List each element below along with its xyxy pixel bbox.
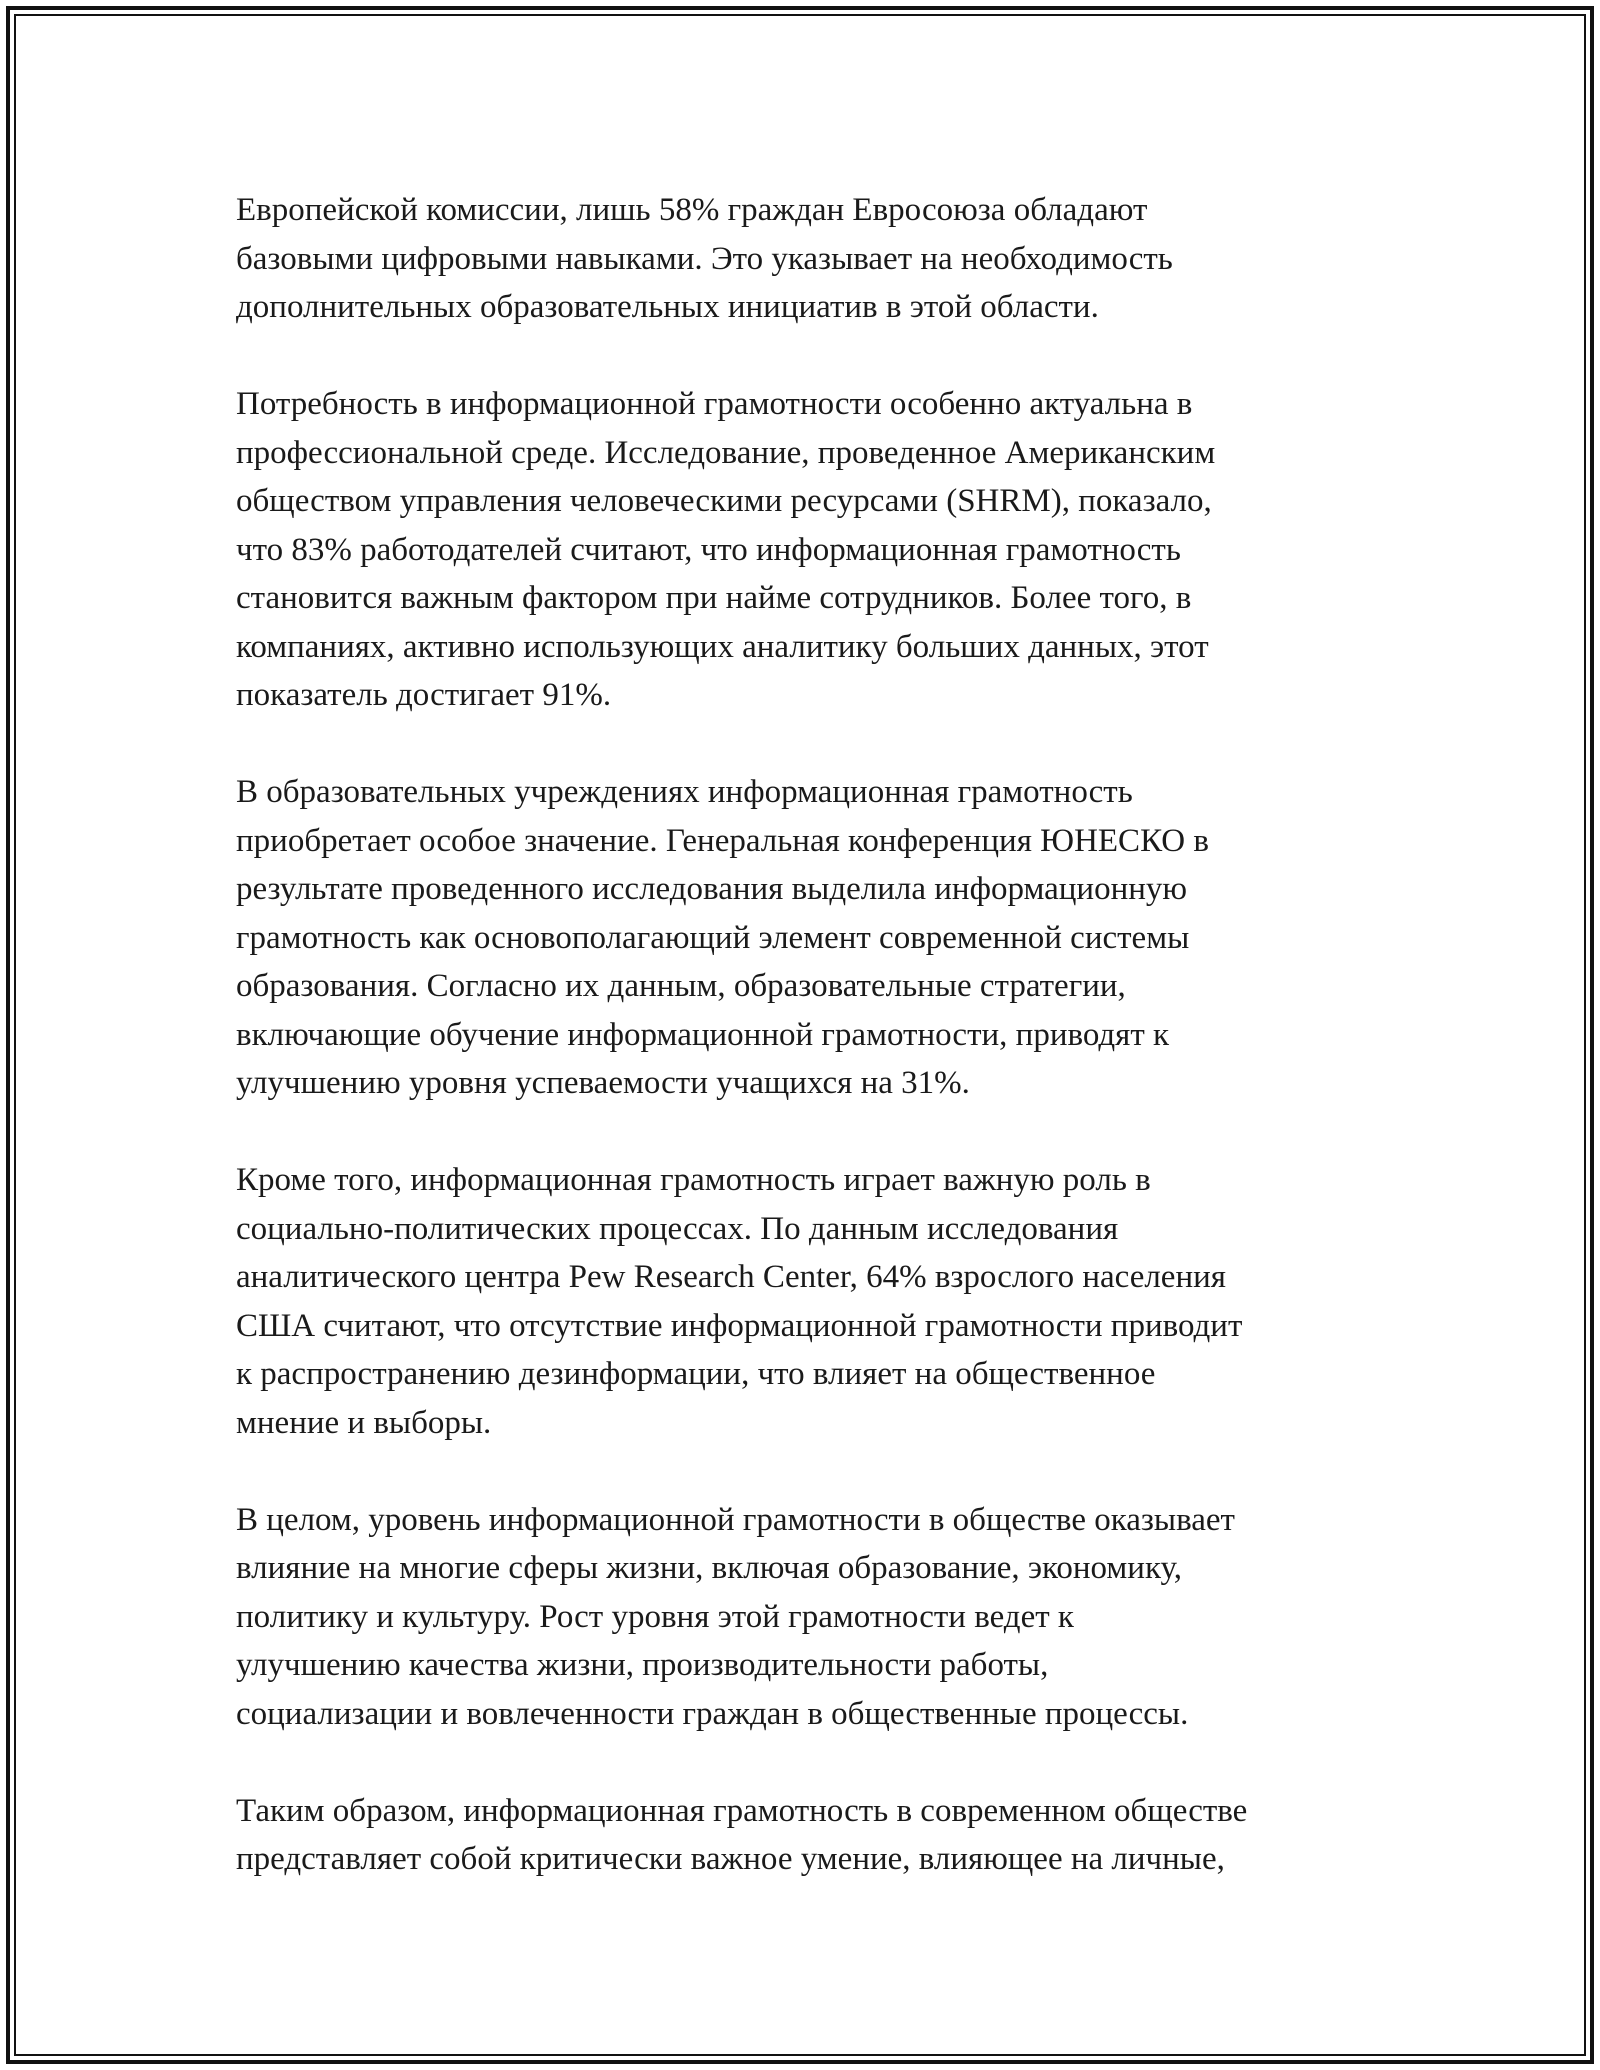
paragraph-5 bbox=[236, 1496, 1386, 1739]
text-line: социально-политических процессах. По данным исследования bbox=[236, 1210, 1119, 1247]
text-line: улучшению качества жизни, производительности работы, bbox=[236, 1647, 1049, 1683]
text-line: представляет собой критически важное умение, влияющее на личные, bbox=[236, 1841, 1225, 1877]
text-line: образования. Согласно их данным, образовательные стратегии, bbox=[236, 968, 1126, 1004]
text-line: приобретает особое значение. Генеральная конференция ЮНЕСКО в bbox=[236, 822, 1209, 859]
text-line: результате проведенного исследования выделила информационную bbox=[236, 871, 1188, 907]
text-line: показатель достигает 91%. bbox=[236, 677, 612, 713]
text-line: компаниях, активно использующих аналитику больших данных, этот bbox=[236, 628, 1209, 665]
text-line: обществом управления человеческими ресурсами (SHRM), показало, bbox=[236, 483, 1212, 519]
text-line: аналитического центра Pew Research Center, 64% взрослого населения bbox=[236, 1259, 1226, 1295]
paragraph-2 bbox=[236, 380, 1386, 720]
text-line: В образовательных учреждениях информационная грамотность bbox=[236, 774, 1133, 810]
text-line: Потребность в информационной грамотности особенно актуальна в bbox=[236, 386, 1193, 422]
text-line: улучшению уровня успеваемости учащихся на 31%. bbox=[236, 1065, 970, 1101]
paragraph-1 bbox=[236, 186, 1386, 332]
paragraph-6 bbox=[236, 1787, 1386, 1884]
text-line: включающие обучение информационной грамотности, приводят к bbox=[236, 1016, 1170, 1053]
text-line: мнение и выборы. bbox=[236, 1404, 492, 1441]
text-line: базовыми цифровыми навыками. Это указывает на необходимость bbox=[236, 240, 1173, 277]
text-line: социализации и вовлеченности граждан в общественные процессы. bbox=[236, 1695, 1189, 1732]
text-line: В целом, уровень информационной грамотности в обществе оказывает bbox=[236, 1501, 1235, 1538]
text-line: влияние на многие сферы жизни, включая образование, экономику, bbox=[236, 1550, 1182, 1586]
text-line: что 83% работодателей считают, что информационная грамотность bbox=[236, 531, 1181, 568]
text-line: грамотность как основополагающий элемент современной системы bbox=[236, 919, 1190, 956]
text-line: к распространению дезинформации, что влияет на общественное bbox=[236, 1356, 1156, 1392]
text-line: политику и культуру. Рост уровня этой грамотности ведет к bbox=[236, 1598, 1074, 1635]
text-line: Кроме того, информационная грамотность играет важную роль в bbox=[236, 1162, 1151, 1198]
text-line: профессиональной среде. Исследование, проведенное Американским bbox=[236, 434, 1216, 471]
text-line: США считают, что отсутствие информационной грамотности приводит bbox=[236, 1307, 1243, 1344]
text-line: Европейской комиссии, лишь 58% граждан Евросоюза обладают bbox=[236, 192, 1148, 228]
text-line: становится важным фактором при найме сотрудников. Более того, в bbox=[236, 580, 1192, 616]
paragraph-4 bbox=[236, 1156, 1386, 1447]
document-body bbox=[236, 186, 1386, 1932]
text-line: Таким образом, информационная грамотность в современном обществе bbox=[236, 1792, 1248, 1829]
paragraph-3 bbox=[236, 768, 1386, 1108]
text-line: дополнительных образовательных инициатив в этой области. bbox=[236, 289, 1099, 325]
